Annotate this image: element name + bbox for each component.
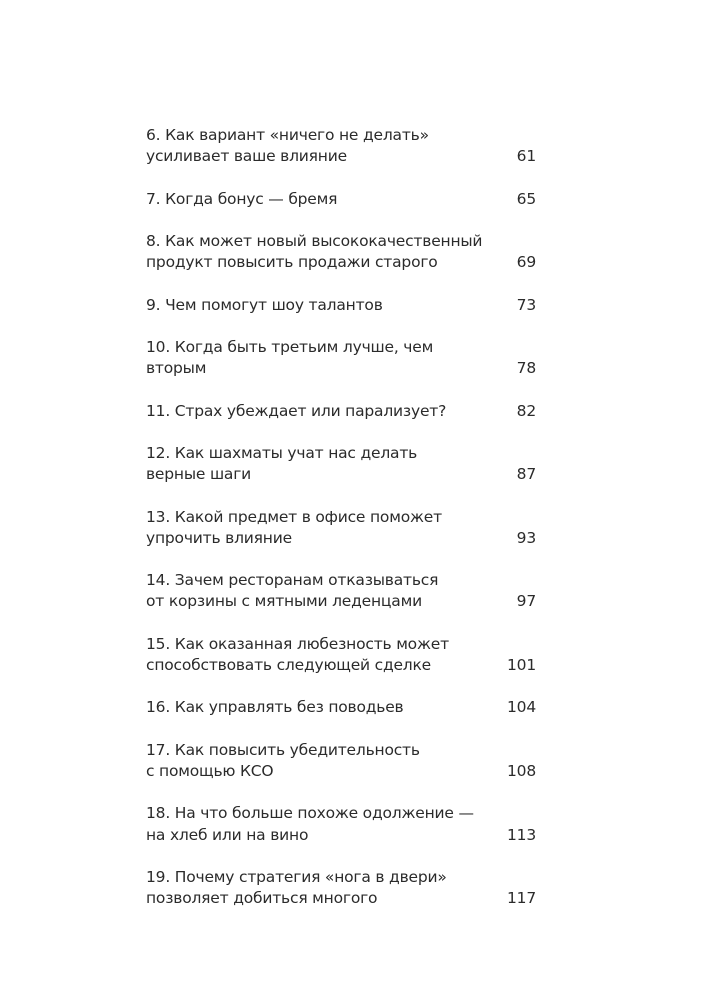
toc-entry-page-number: 113 (507, 825, 536, 844)
toc-entry (146, 231, 536, 273)
toc-entry (146, 295, 536, 316)
toc-entry-title-line: способствовать следующей сделке (146, 655, 432, 674)
toc-entry-title-line: от корзины с мятными леденцами (146, 592, 422, 611)
toc-entry-title-line: продукт повысить продажи старого (146, 253, 438, 272)
table-of-contents (146, 125, 536, 931)
toc-entry-page-number: 101 (507, 655, 536, 674)
toc-entry-page-number: 104 (507, 698, 536, 717)
toc-entry-title-line: 9. Чем помогут шоу талантов (146, 295, 383, 314)
toc-entry-title-line: 14. Зачем ресторанам отказываться (146, 571, 439, 590)
toc-entry-page-number: 61 (516, 147, 536, 166)
toc-entry-title-line: упрочить влияние (146, 528, 292, 547)
toc-entry-title-line: 12. Как шахматы учат нас делать (146, 443, 418, 462)
toc-entry-page-number: 87 (516, 465, 536, 484)
toc-entry (146, 740, 536, 782)
toc-entry (146, 570, 536, 612)
toc-entry-title-line: усиливает ваше влияние (146, 147, 347, 166)
toc-entry (146, 697, 536, 718)
toc-entry (146, 401, 536, 422)
toc-entry (146, 443, 536, 485)
toc-entry (146, 125, 536, 167)
toc-entry-title-line: 11. Страх убеждает или парализует? (146, 401, 447, 420)
toc-entry-page-number: 97 (516, 592, 536, 611)
toc-entry-title-line: 7. Когда бонус — бремя (146, 189, 338, 208)
toc-entry-title-line: с помощью КСО (146, 761, 274, 780)
toc-entry-title-line: позволяет добиться многого (146, 889, 378, 908)
toc-entry-title-line: 6. Как вариант «ничего не делать» (146, 126, 429, 144)
toc-entry (146, 634, 536, 676)
toc-entry-page-number: 82 (516, 401, 536, 420)
toc-entry-title-line: 19. Почему стратегия «нога в двери» (146, 867, 447, 886)
toc-entry-page-number: 78 (516, 359, 536, 378)
toc-entry-page-number: 108 (507, 761, 536, 780)
toc-entry (146, 189, 536, 210)
toc-entry-page-number: 69 (516, 253, 536, 272)
toc-entry-title-line: 10. Когда быть третьим лучше, чем вторым (146, 337, 434, 378)
toc-entry-page-number: 93 (516, 528, 536, 547)
toc-entry-title-line: 17. Как повысить убедительность (146, 740, 420, 759)
toc-entry-title-line: верные шаги (146, 465, 252, 484)
toc-entry-title-line: 13. Какой предмет в офисе поможет (146, 507, 442, 526)
toc-entry-page-number: 73 (516, 295, 536, 314)
toc-entry (146, 507, 536, 549)
toc-entry-title-line: 16. Как управлять без поводьев (146, 698, 404, 717)
toc-entry-page-number: 117 (507, 889, 536, 908)
toc-entry-page-number: 65 (516, 189, 536, 208)
toc-entry (146, 337, 536, 379)
toc-entry (146, 803, 536, 845)
toc-entry-title-line: 15. Как оказанная любезность может (146, 634, 449, 653)
toc-entry (146, 867, 536, 909)
toc-entry-title-line: на хлеб или на вино (146, 825, 309, 844)
toc-entry-title-line: 18. На что больше похоже одолжение — (146, 804, 474, 823)
toc-entry-title-line: 8. Как может новый высококачественный (146, 231, 483, 250)
